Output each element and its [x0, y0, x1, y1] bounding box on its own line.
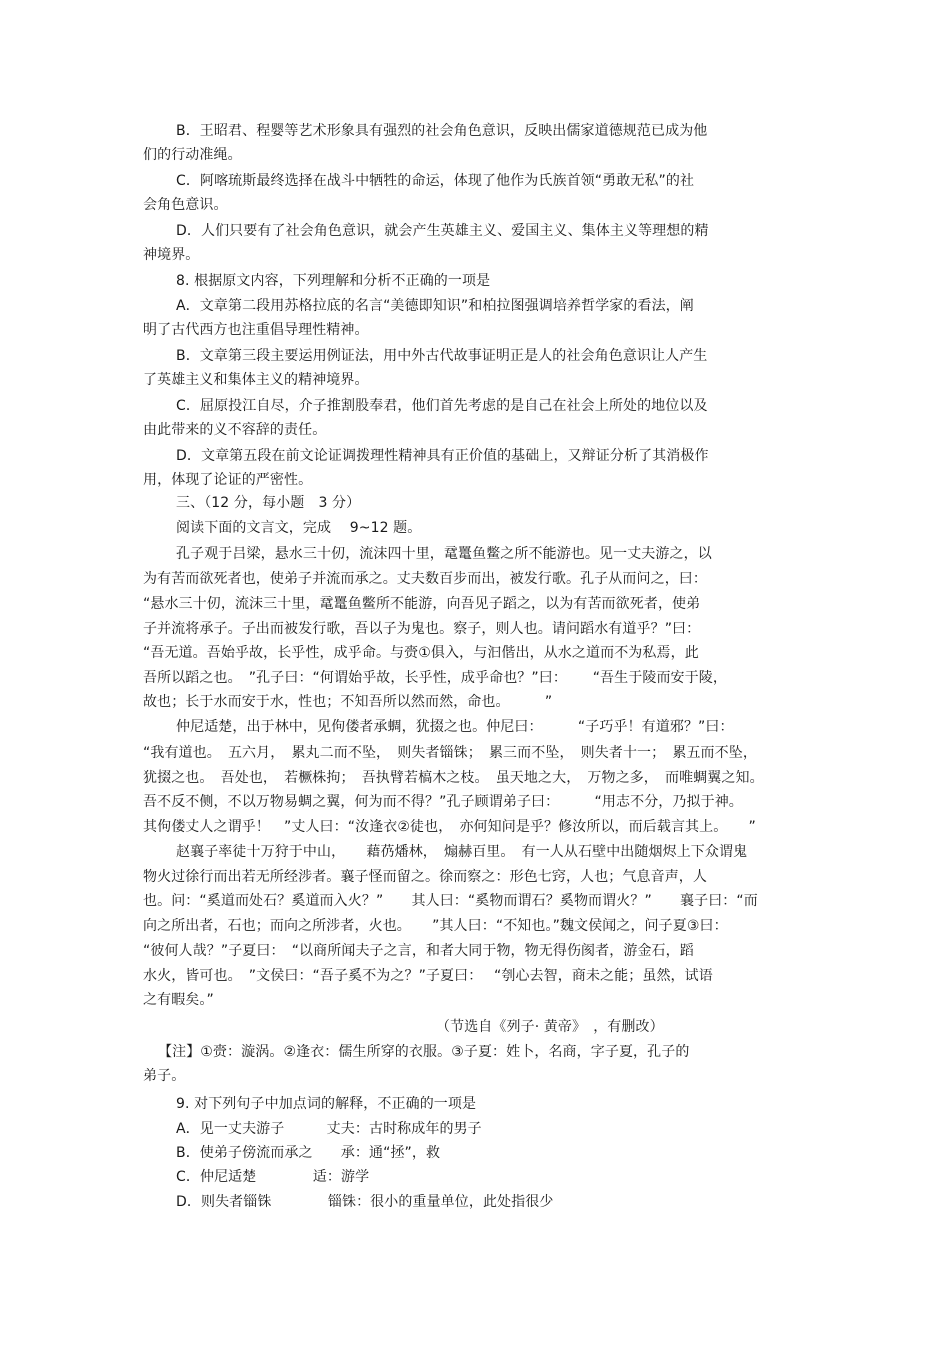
- question-8-stem: 8. 根据原文内容，下列理解和分析不正确的一项是: [176, 273, 491, 289]
- option-9c: C．仲尼适楚 适：游学: [176, 1169, 370, 1185]
- option-8d-line-2: 用，体现了论证的严密性。: [143, 472, 313, 488]
- question-9-stem: 9. 对下列句子中加点词的解释，不正确的一项是: [176, 1096, 477, 1112]
- passage-paragraph-2-line-2: “我有道也。 五六月， 累丸二而不坠， 则失者锱铢； 累三而不坠， 则失者十一； 累五而不坠，: [143, 745, 757, 761]
- passage-paragraph-3-line-3: 也。问：“奚道而处石？奚道而入火？” 其人曰：“奚物而谓石？奚物而谓火？” 襄子曰：“而: [143, 893, 758, 909]
- option-9a: A．见一丈夫游子 丈夫：古时称成年的男子: [176, 1121, 482, 1137]
- option-8a-line-1: A．文章第二段用苏格拉底的名言“美德即知识”和柏拉图强调培养哲学家的看法，阐: [176, 298, 694, 314]
- passage-paragraph-3-line-7: 之有暇矣。”: [143, 992, 214, 1008]
- option-8c-line-1: C．屈原投江自尽，介子推割股奉君，他们首先考虑的是自己在社会上所处的地位以及: [176, 398, 708, 414]
- option-7c-line-1: C．阿喀琉斯最终选择在战斗中牺牲的命运，体现了他作为氏族首领“勇敢无私”的社: [176, 173, 695, 189]
- option-7c-line-2: 会角色意识。: [143, 197, 228, 213]
- option-8c-line-2: 由此带来的义不容辞的责任。: [143, 422, 327, 438]
- option-7d-line-1: D．人们只要有了社会角色意识，就会产生英雄主义、爱国主义、集体主义等理想的精: [176, 223, 709, 239]
- passage-paragraph-1-line-6: 吾所以蹈之也。 ”孔子曰：“何谓始乎故，长乎性，成乎命也？”曰： “吾生于陵而安于陵，: [143, 670, 727, 686]
- section-3-heading: 三、（12 分，每小题 3 分）: [176, 495, 361, 511]
- passage-paragraph-1-line-5: “吾无道。吾始乎故，长乎性，成乎命。与赍①俱入，与汩偕出，从水之道而不为私焉，此: [143, 645, 699, 661]
- passage-paragraph-1-line-7: 故也；长于水而安于水，性也；不知吾所以然而然，命也。 ”: [143, 694, 553, 710]
- option-9d: D．则失者锱铢 锱铢：很小的重量单位，此处指很少: [176, 1194, 554, 1210]
- option-8d-line-1: D．文章第五段在前文论证调拨理性精神具有正价值的基础上，又辩证分析了其消极作: [176, 448, 709, 464]
- passage-paragraph-1-line-1: 孔子观于吕梁，悬水三十仞，流沫四十里，鼋鼍鱼鳖之所不能游也。见一丈夫游之，以: [176, 546, 712, 562]
- passage-paragraph-3-line-5: “彼何人哉？”子夏曰： “以商所闻夫子之言，和者大同于物，物无得伤阂者，游金石，蹈: [143, 943, 694, 959]
- passage-paragraph-2-line-5: 其佝偻丈人之谓乎！ ”丈人曰：“汝逢衣②徒也， 亦何知问是乎？修汝所以，而后载言其上。 ”: [143, 819, 756, 835]
- option-8b-line-1: B．文章第三段主要运用例证法，用中外古代故事证明正是人的社会角色意识让人产生: [176, 348, 708, 364]
- option-7d-line-2: 神境界。: [143, 247, 200, 263]
- passage-paragraph-3-line-4: 向之所出者，石也；而向之所涉者，火也。 ”其人曰：“不知也。”魏文侯闻之，问子夏③曰：: [143, 918, 728, 934]
- passage-paragraph-3-line-1: 赵襄子率徒十万狩于中山， 藉芿燔林， 煽赫百里。 有一人从石壁中出随烟烬上下众谓鬼: [176, 844, 748, 860]
- option-7b-line-2: 们的行动准绳。: [143, 147, 242, 163]
- option-8a-line-2: 明了古代西方也注重倡导理性精神。: [143, 322, 369, 338]
- option-7b-line-1: B．王昭君、程婴等艺术形象具有强烈的社会角色意识，反映出儒家道德规范已成为他: [176, 123, 708, 139]
- option-8b-line-2: 了英雄主义和集体主义的精神境界。: [143, 372, 369, 388]
- passage-paragraph-1-line-3: “悬水三十仞，流沫三十里，鼋鼍鱼鳖所不能游，向吾见子蹈之，以为有苦而欲死者，使弟: [143, 596, 701, 612]
- passage-paragraph-1-line-4: 子并流将承子。子出而被发行歌，吾以子为鬼也。察子，则人也。请问蹈水有道乎？”曰：: [143, 621, 701, 637]
- passage-paragraph-3-line-2: 物火过徐行而出若无所经涉者。襄子怪而留之。徐而察之：形色七窍，人也；气息音声，人: [143, 869, 707, 885]
- annotation-line-1: 【注】①赍：漩涡。②逢衣：儒生所穿的衣服。③子夏：姓卜，名商，字子夏，孔子的: [158, 1044, 690, 1060]
- passage-paragraph-2-line-1: 仲尼适楚，出于林中，见佝偻者承蜩，犹掇之也。仲尼曰： “子巧乎！有道邪？”曰：: [176, 719, 734, 735]
- section-3-instruction: 阅读下面的文言文，完成 9~12 题。: [176, 520, 422, 536]
- passage-source: （节选自《列子· 黄帝》 ，有删改）: [436, 1019, 664, 1035]
- passage-paragraph-3-line-6: 水火，皆可也。 ”文侯曰：“吾子奚不为之？”子夏曰： “刳心去智，商未之能；虽然，试语: [143, 968, 713, 984]
- passage-paragraph-1-line-2: 为有苦而欲死者也，使弟子并流而承之。丈夫数百步而出，被发行歌。孔子从而问之，曰：: [143, 571, 707, 587]
- passage-paragraph-2-line-3: 犹掇之也。 吾处也， 若橛株拘； 吾执臂若槁木之枝。 虽天地之大， 万物之多， 而唯蜩翼之知。: [143, 770, 764, 786]
- option-9b: B．使弟子傍流而承之 承：通“拯”，救: [176, 1145, 441, 1161]
- annotation-line-2: 弟子。: [143, 1068, 186, 1084]
- passage-paragraph-2-line-4: 吾不反不侧，不以万物易蜩之翼，何为而不得？”孔子顾谓弟子曰： “用志不分，乃拟于神。: [143, 794, 743, 810]
